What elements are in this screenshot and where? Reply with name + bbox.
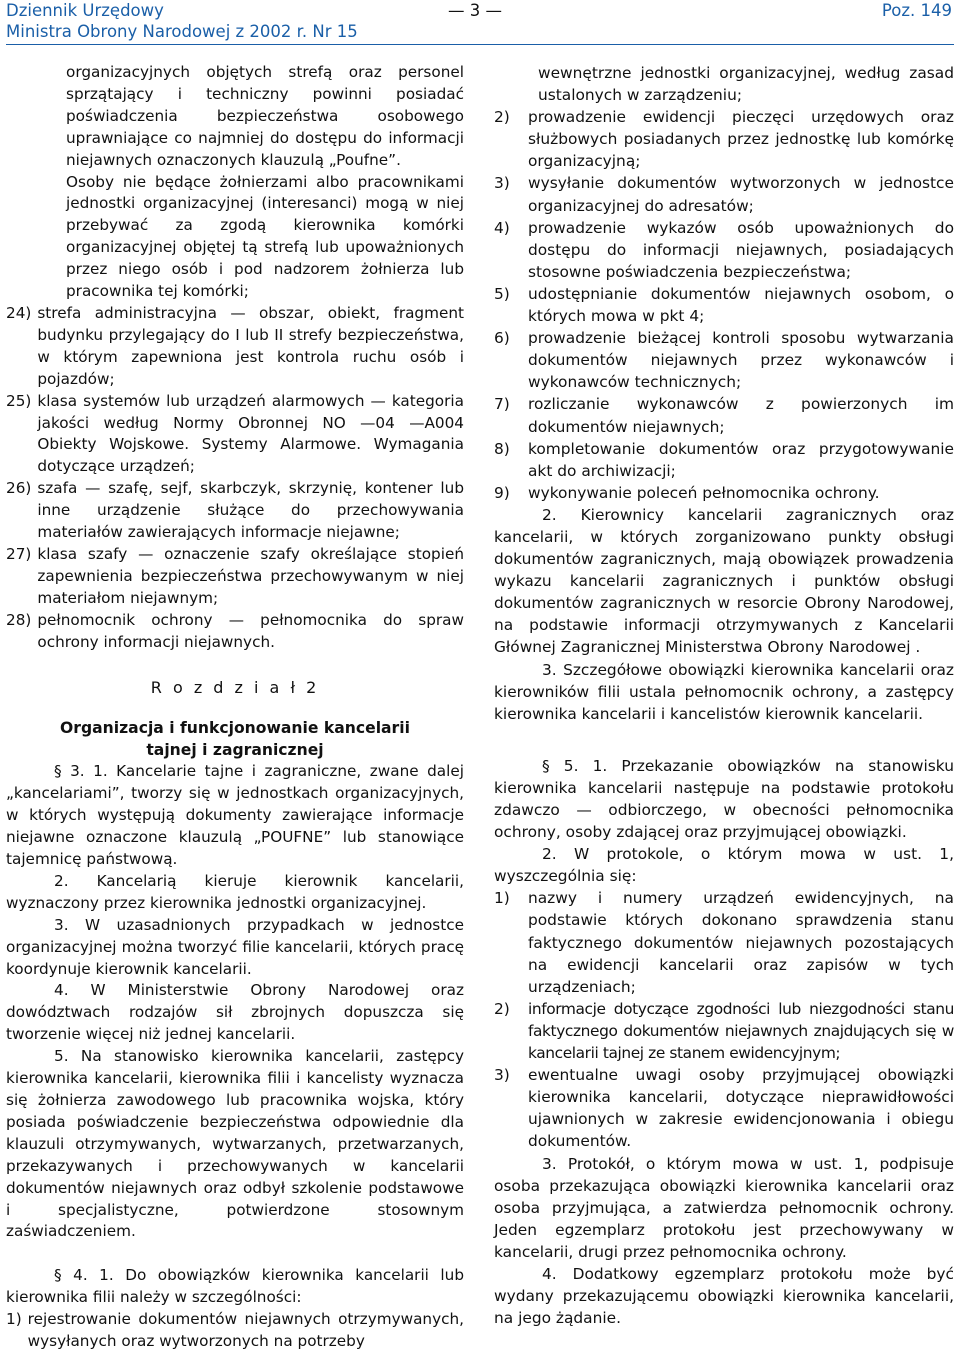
- item-number: 1): [6, 1310, 22, 1329]
- chapter-title-line-2: tajnej i zagranicznej: [146, 741, 324, 760]
- page-header: [0, 0, 960, 46]
- section-5-paragraph-4: 4. Dodatkowy egzemplarz protokołu może być wydany przekazującemu obowiązki kierownika kancelarii, na jego żądanie.: [494, 1264, 954, 1328]
- duty-item-2: [494, 106, 954, 172]
- section-3-paragraph-5: 5. Na stanowisko kierownika kancelarii, zastępcy kierownika kancelarii, kierownika filii i kancelisty wyznacza się żołnierza zawodowego lub pracownika wojska, który posiada poświadczenie bezpieczeństwa odpowiednie dla klauzuli otrzymywanych, wytwarzanych, przetwarzanych, przekazywanych i przechowywanych w kancelarii dokumentów niejawnych oraz odbył szkolenie podstawowe i specjalistyczne, potwierdzone stosownym zaświadczeniem.: [6, 1047, 464, 1241]
- left-column: [6, 62, 464, 1353]
- item-text: ewentualne uwagi osoby przyjmującej obowiązki kierownika kancelarii, dotyczące nieprawidłowości ujawnionych w zakresie ewidencjonowania i obiegu dokumentów.: [528, 1066, 954, 1151]
- position-number: Poz. 149: [881, 1, 952, 20]
- item-text: udostępnianie dokumentów niejawnych osobom, o których mowa w pkt 4;: [528, 284, 954, 326]
- item-text: prowadzenie wykazów osób upoważnionych do dostępu do informacji niejawnych, posiadających stosowne poświadczenia bezpieczeństwa;: [528, 218, 954, 281]
- duty-item-1-continuation: wewnętrzne jednostki organizacyjnej, według zasad ustalonych w zarządzeniu;: [538, 64, 954, 105]
- definition-text: strefa administracyjna — obszar, obiekt, fragment budynku przylegający do I lub II strefy bezpieczeństwa, w którym zapewniona jest kontrola ruchu osób i pojazdów;: [37, 303, 464, 388]
- definition-24: [6, 303, 464, 391]
- definition-number: 24): [6, 303, 32, 322]
- duty-item-1: [6, 1309, 464, 1353]
- section-5-paragraph-1: § 5. 1. Przekazanie obowiązków na stanowisku kierownika kancelarii następuje na podstawie protokołu zdawczo — odbiorczego, w obecności pełnomocnika ochrony, osoby zdającej oraz przyjmującej obowiązki.: [494, 756, 954, 842]
- item-number: 5): [494, 284, 510, 303]
- item-text: prowadzenie bieżącej kontroli sposobu wytwarzania dokumentów niejawnych przez wykonawców i wykonawców technicznych;: [528, 329, 954, 392]
- item-number: 8): [494, 439, 510, 458]
- duty-item-4: [494, 217, 954, 283]
- item-text: kompletowanie dokumentów oraz przygotowywanie akt do archiwizacji;: [528, 439, 954, 480]
- definition-text: pełnomocnik ochrony — pełnomocnika do spraw ochrony informacji niejawnych.: [37, 610, 464, 651]
- paragraph-zone-personnel: organizacyjnych objętych strefą oraz personel sprzątający i techniczny powinni posiadać poświadczenia bezpieczeństwa osobowego uprawniające co najmniej do dostępu do informacji niejawnych oznaczonych klauzulą „Poufne”.: [66, 63, 464, 169]
- protocol-item-3: [494, 1064, 954, 1152]
- section-3-paragraph-4: 4. W Ministerstwie Obrony Narodowej oraz dowództwach rodzajów sił zbrojnych dopuszcza się tworzenie więcej niż jednej kancelarii.: [6, 981, 464, 1044]
- duty-item-8: [494, 438, 954, 482]
- item-number: 6): [494, 329, 510, 348]
- definition-number: 26): [6, 479, 32, 498]
- duty-item-6: [494, 327, 954, 393]
- duty-item-7: [494, 393, 954, 437]
- definition-number: 27): [6, 544, 32, 563]
- item-number: 4): [494, 218, 510, 237]
- section-3-paragraph-2: 2. Kancelarią kieruje kierownik kancelarii, wyznaczony przez kierownika jednostki organizacyjnej.: [6, 871, 464, 912]
- definition-26: [6, 478, 464, 544]
- item-text: wykonywanie poleceń pełnomocnika ochrony.: [528, 483, 880, 502]
- chapter-heading: R o z d z i a ł 2: [150, 678, 320, 698]
- paragraph-visitors: Osoby nie będące żołnierzami albo pracownikami jednostki organizacyjnej (interesanci) mogą w niej przebywać za zgodą kierownika komórki organizacyjnej objętej tą strefą lub upoważnionych przez niego osób i pod nadzorem żołnierza lub pracownika tej komórki;: [66, 172, 464, 301]
- definition-text: klasa systemów lub urządzeń alarmowych — kategoria jakości według Normy Obronnej NO —04 —A004 Obiekty Wojskowe. Systemy Alarmowe. Wymagania dotyczące urządzeń;: [37, 391, 464, 476]
- definition-28: [6, 610, 464, 654]
- definition-number: 25): [6, 391, 32, 410]
- definition-text: szafa — szafę, sejf, skarbczyk, skrzynię, kontener lub inne urządzenie służące do przechowywania materiałów zawierających informacje niejawne;: [37, 479, 464, 542]
- item-number: 1): [494, 889, 510, 908]
- section-4-paragraph-1: § 4. 1. Do obowiązków kierownika kancelarii lub kierownika filii należy w szczególności:: [6, 1266, 464, 1307]
- item-number: 7): [494, 395, 510, 414]
- duty-item-3: [494, 172, 954, 216]
- item-text: rozliczanie wykonawców z powierzonych im dokumentów niejawnych;: [528, 395, 954, 436]
- item-text: prowadzenie ewidencji pieczęci urzędowych oraz służbowych posiadanych przez jednostkę lub komórkę organizacyjną;: [528, 108, 954, 171]
- section-5-paragraph-3: 3. Protokół, o którym mowa w ust. 1, podpisuje osoba przekazująca obowiązki kierownika kancelarii oraz osoba przyjmująca, a zatwierdza pełnomocnik ochrony. Jeden egzemplarz protokołu jest przechowywany w kancelarii, drugi przez pełnomocnika ochrony.: [494, 1154, 954, 1261]
- item-text: wysyłanie dokumentów wytworzonych w jednostce organizacyjnej do adresatów;: [528, 174, 954, 215]
- header-rule: [6, 44, 954, 45]
- item-number: 3): [494, 174, 510, 193]
- item-number: 2): [494, 108, 510, 127]
- item-number: 9): [494, 483, 510, 502]
- right-column: [494, 62, 954, 1329]
- chapter-title-line-1: Organizacja i funkcjonowanie kancelarii: [60, 719, 410, 738]
- item-text: rejestrowanie dokumentów niejawnych otrzymywanych, wysyłanych oraz wytworzonych na potrzeby: [27, 1310, 464, 1351]
- section-spacer: [494, 725, 954, 755]
- section-3-paragraph-3: 3. W uzasadnionych przypadkach w jednostce organizacyjnej można tworzyć filie kancelarii, których pracę koordynuje kierownik kancelarii.: [6, 915, 464, 978]
- definition-text: klasa szafy — oznaczenie szafy określające stopień zapewnienia bezpieczeństwa przechowywanym w niej materiałom niejawnym;: [37, 544, 464, 607]
- section-spacer: [6, 1243, 464, 1265]
- item-number: 3): [494, 1066, 510, 1085]
- item-text: nazwy i numery urządzeń ewidencyjnych, na podstawie których dokonano sprawdzenia stanu faktycznego dokumentów niejawnych pozostających na ewidencji kancelarii oraz zapisów w tych urządzeniach;: [528, 889, 954, 996]
- protocol-item-1: [494, 887, 954, 997]
- definition-27: [6, 544, 464, 610]
- item-text: informacje dotyczące zgodności lub niezgodności stanu faktycznego dokumentów niejawnych znajdujących się w kancelarii tajnej ze stanem ewidencyjnym;: [528, 999, 954, 1063]
- duty-item-9: [494, 482, 954, 504]
- section-3-paragraph-1: § 3. 1. Kancelarie tajne i zagraniczne, zwane dalej „kancelariami”, tworzy się w jednostkach organizacyjnych, w których występują dokumenty zawierające informacje niejawne oznaczone klauzulą „POUFNE” lub stanowiące tajemnicę państwową.: [6, 762, 464, 868]
- journal-title: Dziennik Urzędowy: [6, 1, 164, 20]
- item-number: 2): [494, 999, 510, 1018]
- section-4-paragraph-3: 3. Szczegółowe obowiązki kierownika kancelarii oraz kierowników filii ustala pełnomocnik ochrony, a zastępcy kierownika kancelarii i kancelistów kierownik kancelarii.: [494, 660, 954, 723]
- duty-item-5: [494, 283, 954, 327]
- definition-number: 28): [6, 610, 32, 629]
- section-5-paragraph-2: 2. W protokole, o którym mowa w ust. 1, wyszczególnia się:: [494, 845, 954, 886]
- section-4-paragraph-2: 2. Kierownicy kancelarii zagranicznych oraz kancelarii, w których zorganizowano punkty obsługi dokumentów zagranicznych, mają obowiązek prowadzenia wykazu kancelarii zagranicznych i punktów obsługi dokumentów zagranicznych w resorcie Obrony Narodowej, na podstawie informacji otrzymywanych z Kancelarii Głównej Zagranicznej Ministerstwa Obrony Narodowej .: [494, 505, 954, 657]
- definition-25: [6, 391, 464, 479]
- page-number: — 3 —: [448, 1, 502, 20]
- ministry-subtitle: Ministra Obrony Narodowej z 2002 r. Nr 15: [6, 22, 358, 41]
- protocol-item-2: [494, 998, 954, 1064]
